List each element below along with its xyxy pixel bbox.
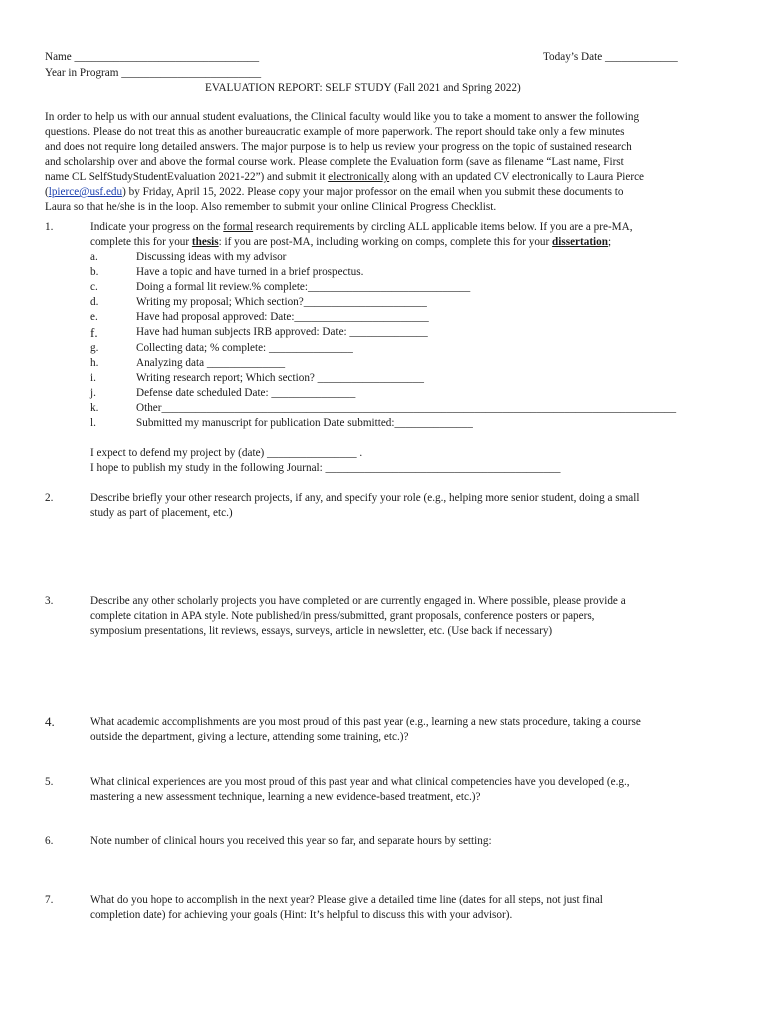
intro-line: name CL SelfStudyStudentEvaluation 2021-22”) and submit it electronically along with an updated CV electronically to Laura Pierce bbox=[45, 171, 645, 183]
question-4-number: 4. bbox=[45, 714, 55, 729]
question-3-text: Describe any other scholarly projects you have completed or are currently engaged in. Where possible, please provide a complete citation in APA style. Note published/in press/submitted, grant proposals, conference posters or papers, symposium presentations, lit reviews, essays, surveys, article in newsletter, etc. (Use back if necessary) bbox=[90, 595, 626, 637]
dissertation-emphasis: dissertation bbox=[552, 236, 608, 248]
intro-line: (lpierce@usf.edu) by Friday, April 15, 2022. Please copy your major professor on the email when you submit these documents to bbox=[45, 186, 624, 198]
name-label: Name bbox=[45, 51, 72, 63]
intro-line: questions. Please do not treat this as another bureaucratic example of more paperwork. The report should take only a few minutes bbox=[45, 126, 625, 138]
formal-emphasis: formal bbox=[223, 221, 254, 233]
question-6-number: 6. bbox=[45, 835, 54, 847]
question-7-number: 7. bbox=[45, 894, 54, 906]
electronically-emphasis: electronically bbox=[328, 171, 390, 183]
question-5-text: What clinical experiences are you most proud of this past year and what clinical competencies have you developed (e.g., mastering a new assessment technique, learning a new evidence-based treatment, etc.)? bbox=[90, 776, 630, 803]
question-6-text: Note number of clinical hours you received this year so far, and separate hours by setting: bbox=[90, 835, 492, 847]
year-in-program-label: Year in Program bbox=[45, 67, 119, 79]
question-2-number: 2. bbox=[45, 492, 54, 504]
name-field[interactable] bbox=[45, 50, 259, 65]
question-7-text: What do you hope to accomplish in the next year? Please give a detailed time line (dates for all steps, not just final completion date) for achieving your goals (Hint: It’s helpful to discuss this with your advisor). bbox=[90, 894, 603, 921]
intro-line: and does not require long detailed answers. The major purpose is to help us review your progress on the topic of sustained research bbox=[45, 141, 632, 153]
year-in-program-blank[interactable]: _________________________ bbox=[121, 67, 262, 79]
email-link[interactable]: lpierce@usf.edu bbox=[48, 186, 123, 198]
page-title: EVALUATION REPORT: SELF STUDY (Fall 2021 and Spring 2022) bbox=[205, 82, 521, 94]
defend-date-line[interactable]: I expect to defend my project by (date) ________________ . bbox=[90, 447, 363, 459]
question-1-number: 1. bbox=[45, 221, 54, 233]
year-in-program-field[interactable] bbox=[45, 66, 261, 81]
question-4-text: What academic accomplishments are you most proud of this past year (e.g., learning a new stats procedure, taking a course outside the department, giving a lecture, attending some training, etc.)? bbox=[90, 716, 641, 743]
todays-date-blank[interactable]: _____________ bbox=[604, 51, 678, 63]
intro-line: and scholarship over and above the formal course work. Please complete the Evaluation form (save as filename “Last name, First bbox=[45, 156, 624, 168]
thesis-emphasis: thesis bbox=[191, 236, 219, 248]
intro-line: Laura so that he/she is in the loop. Also remember to submit your online Clinical Progress Checklist. bbox=[45, 201, 497, 213]
intro-line: In order to help us with our annual student evaluations, the Clinical faculty would like you to take a moment to answer the following bbox=[45, 111, 640, 123]
intro-paragraph bbox=[45, 110, 725, 215]
question-3-number: 3. bbox=[45, 595, 54, 607]
publish-journal-line[interactable]: I hope to publish my study in the following Journal: __________________________________________ bbox=[90, 462, 561, 474]
question-5-number: 5. bbox=[45, 776, 54, 788]
todays-date-field[interactable] bbox=[543, 50, 678, 65]
question-1-text: Indicate your progress on the formal research requirements by circling ALL applicable items below. If you are a pre-MA, complete this for your thesis: if you are post-MA, including working on comps, complete this for your dissertation; bbox=[90, 221, 633, 248]
question-2-text: Describe briefly your other research projects, if any, and specify your role (e.g., helping more senior student, doing a small study as part of placement, etc.) bbox=[90, 492, 640, 519]
todays-date-label: Today’s Date bbox=[543, 51, 603, 63]
name-blank[interactable]: _________________________________ bbox=[74, 51, 260, 63]
